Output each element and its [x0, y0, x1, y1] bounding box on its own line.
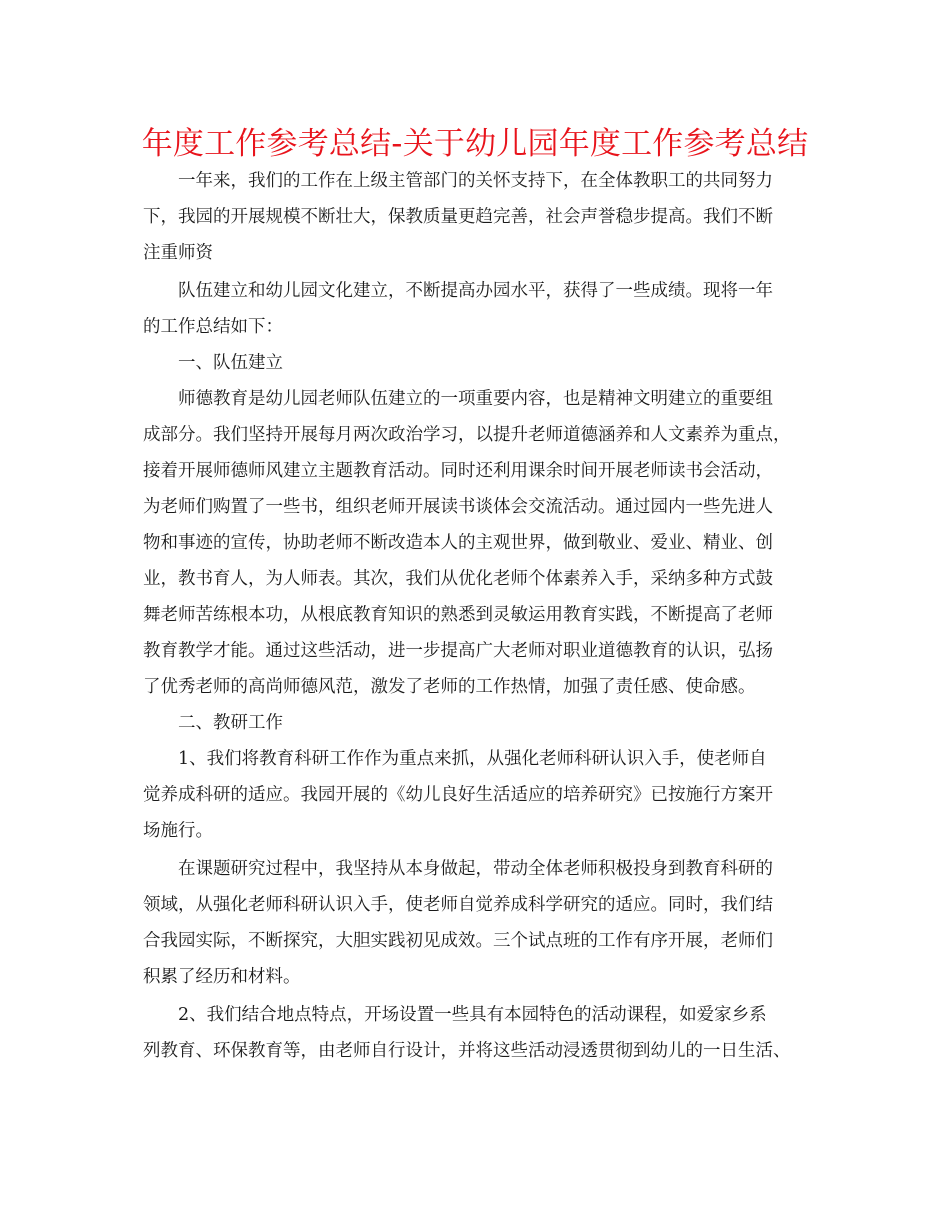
paragraph-line: 接着开展师德师风建立主题教育活动。同时还利用课余时间开展老师读书会活动， [143, 461, 773, 481]
paragraph-line: 为老师们购置了一些书，组织老师开展读书谈体会交流活动。通过园内一些先进人 [143, 497, 773, 517]
paragraph-line: 积累了经历和材料。 [143, 967, 301, 987]
paragraph-line: 师德教育是幼儿园老师队伍建立的一项重要内容，也是精神文明建立的重要组 [178, 389, 773, 409]
paragraph-line: 在课题研究过程中，我坚持从本身做起，带动全体老师积极投身到教育科研的 [178, 859, 773, 879]
paragraph-line: 教育教学才能。通过这些活动，进一步提高广大老师对职业道德教育的认识，弘扬 [143, 641, 773, 661]
section-heading: 一、队伍建立 [178, 353, 283, 373]
paragraph-line: 下，我园的开展规模不断壮大，保教质量更趋完善，社会声誉稳步提高。我们不断 [143, 207, 773, 227]
paragraph-line: 场施行。 [143, 821, 213, 841]
document-title: 年度工作参考总结-关于幼儿园年度工作参考总结 [141, 126, 809, 162]
paragraph-line: 成部分。我们坚持开展每月两次政治学习，以提升老师道德涵养和人文素养为重点， [143, 425, 791, 445]
paragraph-line: 领域，从强化老师科研认识入手，使老师自觉养成科学研究的适应。同时，我们结 [143, 895, 773, 915]
document-body [143, 163, 828, 1069]
paragraph-line: 业，教书育人，为人师表。其次，我们从优化老师个体素养入手，采纳多种方式鼓 [143, 569, 773, 589]
paragraph-line: 列教育、环保教育等，由老师自行设计，并将这些活动浸透贯彻到幼儿的一日生活、 [143, 1041, 791, 1061]
paragraph-line: 舞老师苦练根本功，从根底教育知识的熟悉到灵敏运用教育实践，不断提高了老师 [143, 605, 773, 625]
paragraph-line: 合我园实际，不断探究，大胆实践初见成效。三个试点班的工作有序开展，老师们 [143, 931, 773, 951]
paragraph-line: 一年来，我们的工作在上级主管部门的关怀支持下，在全体教职工的共同努力 [178, 171, 773, 191]
section-heading: 二、教研工作 [178, 713, 283, 733]
paragraph-line: 1、我们将教育科研工作作为重点来抓，从强化老师科研认识入手，使老师自 [178, 749, 767, 769]
paragraph-line: 了优秀老师的高尚师德风范，激发了老师的工作热情，加强了责任感、使命感。 [143, 677, 756, 697]
paragraph-line: 注重师资 [143, 243, 213, 263]
paragraph-line: 觉养成科研的适应。我园开展的《幼儿良好生活适应的培养研究》已按施行方案开 [143, 785, 773, 805]
paragraph-line: 队伍建立和幼儿园文化建立，不断提高办园水平，获得了一些成绩。现将一年 [178, 281, 773, 301]
paragraph-line: 物和事迹的宣传，协助老师不断改造本人的主观世界，做到敬业、爱业、精业、创 [143, 533, 773, 553]
paragraph-line: 2、我们结合地点特点，开场设置一些具有本园特色的活动课程，如爱家乡系 [178, 1005, 767, 1025]
paragraph-line: 的工作总结如下： [143, 317, 283, 337]
